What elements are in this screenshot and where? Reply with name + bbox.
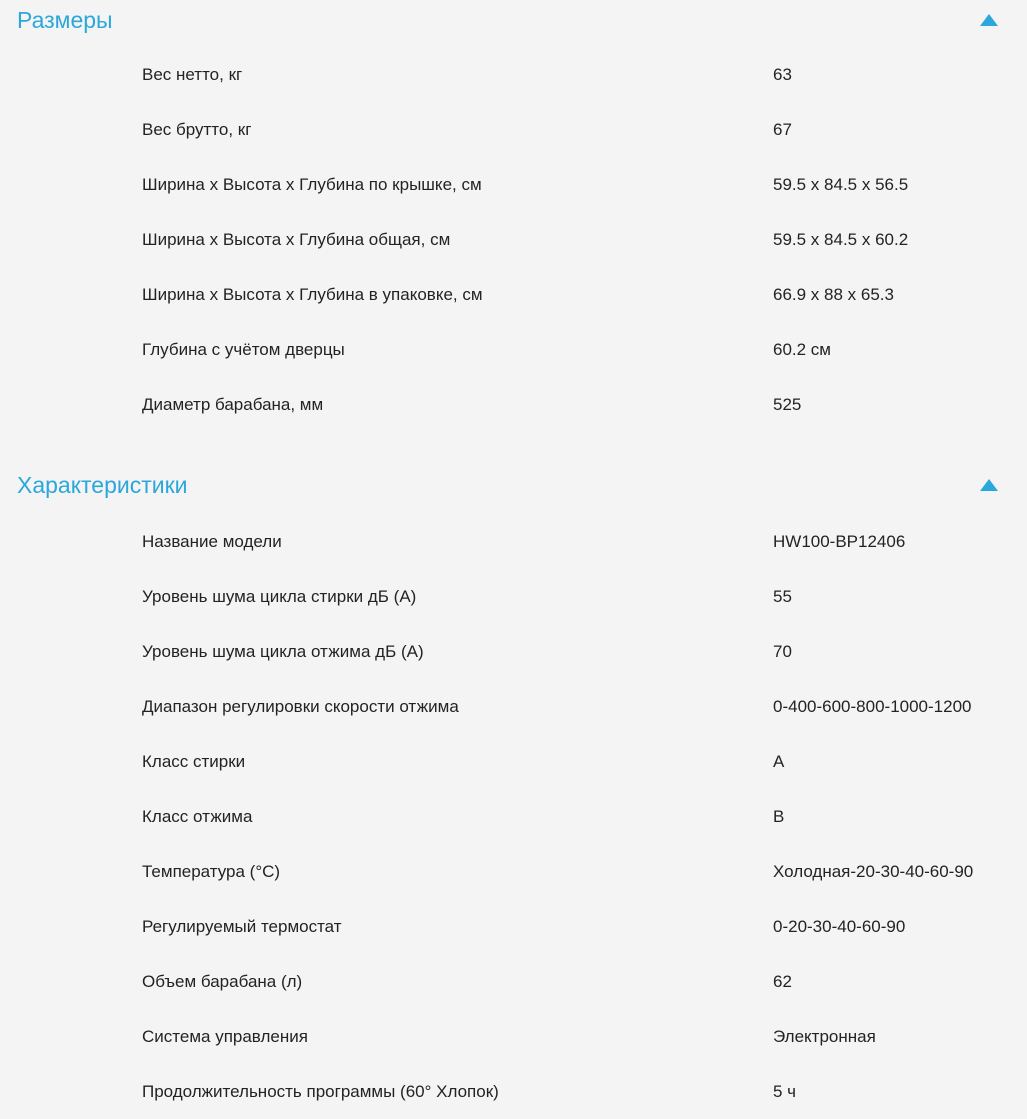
spec-row (0, 110, 1027, 150)
spec-value: Холодная-20-30-40-60-90 (773, 862, 974, 881)
spec-row (0, 577, 1027, 617)
spec-label: Вес нетто, кг (142, 65, 243, 84)
spec-row (0, 330, 1027, 370)
spec-value: 59.5 x 84.5 x 56.5 (773, 175, 909, 194)
spec-row (0, 797, 1027, 837)
section-header-dimensions[interactable] (0, 0, 1027, 40)
spec-row (0, 275, 1027, 315)
spec-label: Уровень шума цикла стирки дБ (А) (142, 587, 417, 606)
spec-row (0, 220, 1027, 260)
spec-label: Объем барабана (л) (142, 972, 303, 991)
spec-row (0, 1017, 1027, 1057)
spec-value: 59.5 x 84.5 x 60.2 (773, 230, 909, 249)
spec-row (0, 852, 1027, 892)
spec-value: A (773, 752, 785, 771)
spec-label: Ширина х Высота х Глубина общая, см (142, 230, 451, 249)
spec-value: 67 (773, 120, 792, 139)
spec-row (0, 632, 1027, 672)
spec-value: 0-400-600-800-1000-1200 (773, 697, 972, 716)
spec-label: Регулируемый термостат (142, 917, 342, 936)
spec-value: 55 (773, 587, 792, 606)
spec-value: 70 (773, 642, 792, 661)
spec-row (0, 55, 1027, 95)
spec-label: Ширина х Высота х Глубина в упаковке, см (142, 285, 483, 304)
spec-row (0, 962, 1027, 1002)
spec-value: 525 (773, 395, 802, 414)
spec-label: Уровень шума цикла отжима дБ (А) (142, 642, 424, 661)
spec-label: Ширина х Высота х Глубина по крышке, см (142, 175, 482, 194)
spec-label: Температура (°С) (142, 862, 281, 881)
spec-row (0, 687, 1027, 727)
spec-value: 63 (773, 65, 792, 84)
spec-value: 60.2 см (773, 340, 831, 359)
spec-value: HW100-BP12406 (773, 532, 906, 551)
spec-row (0, 385, 1027, 425)
triangle-up-icon[interactable] (979, 13, 999, 27)
spec-label: Вес брутто, кг (142, 120, 252, 139)
spec-label: Класс отжима (142, 807, 253, 826)
spec-value: B (773, 807, 785, 826)
spec-label: Название модели (142, 532, 282, 551)
spec-row (0, 907, 1027, 947)
spec-value: 5 ч (773, 1082, 797, 1101)
spec-value: 0-20-30-40-60-90 (773, 917, 906, 936)
section-title[interactable]: Характеристики (17, 472, 188, 498)
spec-label: Диапазон регулировки скорости отжима (142, 697, 459, 716)
spec-label: Диаметр барабана, мм (142, 395, 324, 414)
section-title[interactable]: Размеры (17, 7, 113, 33)
spec-label: Продолжительность программы (60° Хлопок) (142, 1082, 499, 1101)
spec-value: Электронная (773, 1027, 876, 1046)
spec-row (0, 165, 1027, 205)
triangle-up-icon[interactable] (979, 478, 999, 492)
spec-label: Глубина с учётом дверцы (142, 340, 345, 359)
section-header-characteristics[interactable] (0, 465, 1027, 505)
spec-row (0, 522, 1027, 562)
spec-value: 62 (773, 972, 792, 991)
spec-label: Класс стирки (142, 752, 246, 771)
spec-label: Система управления (142, 1027, 308, 1046)
spec-row (0, 1072, 1027, 1112)
spec-value: 66.9 x 88 x 65.3 (773, 285, 894, 304)
spec-row (0, 742, 1027, 782)
